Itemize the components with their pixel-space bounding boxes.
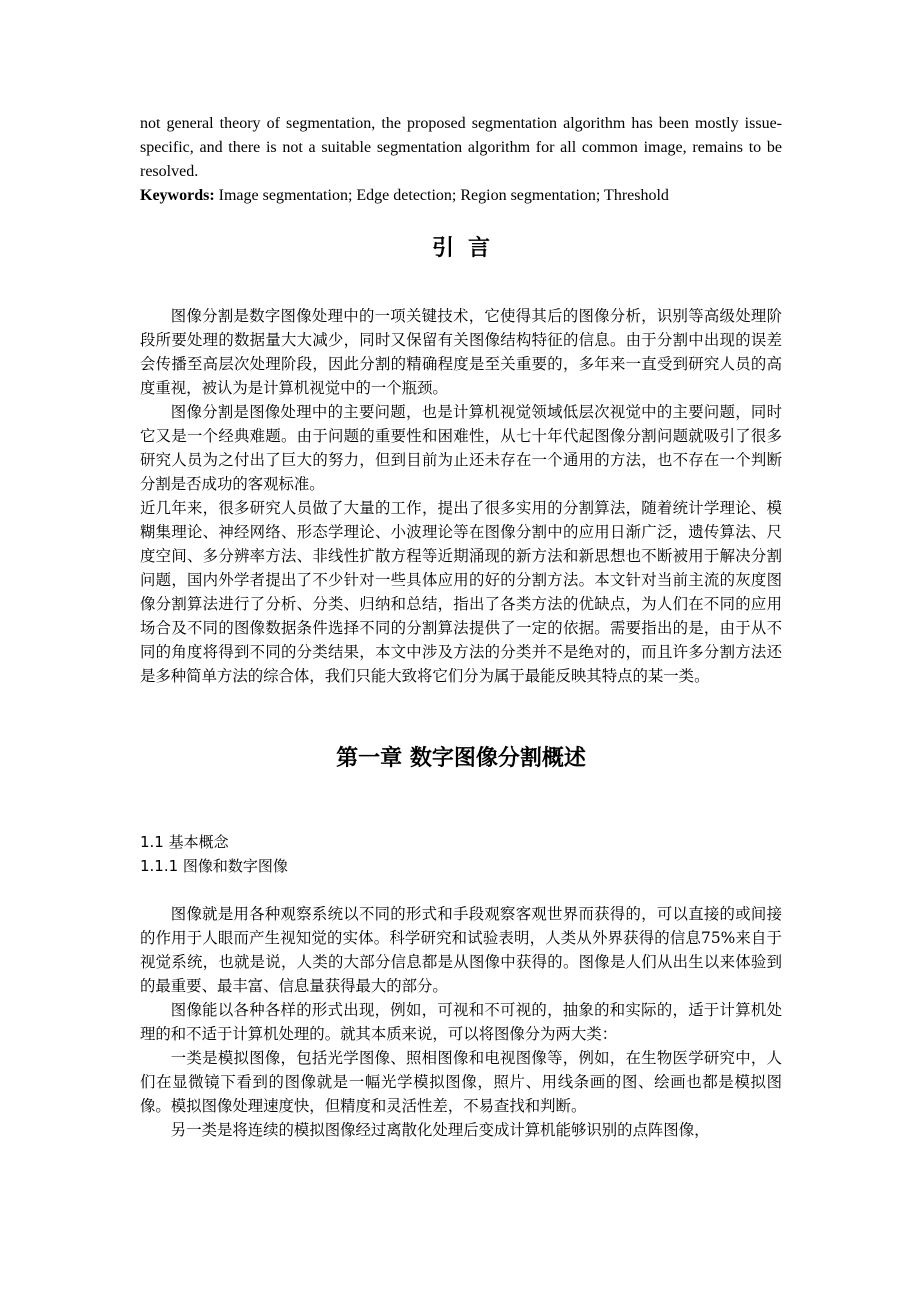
chapter-paragraph: 一类是模拟图像，包括光学图像、照相图像和电视图像等，例如，在生物医学研究中，人们在显微镜下看到的图像就是一幅光学模拟图像，照片、用线条画的图、绘画也都是模拟图像。模拟图像处理速度快，但精度和灵活性差，不易查找和判断。 <box>140 1049 782 1115</box>
abstract-tail-text: not general theory of segmentation, the proposed segmentation algorithm has been mostly issue-specific, and there is not a suitable segmentation algorithm for all common image, remains to be resolved. <box>140 115 782 180</box>
chapter-title: 第一章 数字图像分割概述 <box>336 746 586 771</box>
chapter-paragraph: 另一类是将连续的模拟图像经过离散化处理后变成计算机能够识别的点阵图像， <box>170 1121 710 1139</box>
intro-paragraph: 近几年来，很多研究人员做了大量的工作，提出了很多实用的分割算法，随着统计学理论、模糊集理论、神经网络、形态学理论、小波理论等在图像分割中的应用日渐广泛，遗传算法、尺度空间、多分辨率方法、非线性扩散方程等近期涌现的新方法和新思想也不断被用于解决分割问题，国内外学者提出了不少针对一些具体应用的好的分割方法。本文针对当前主流的灰度图像分割算法进行了分析、分类、归纳和总结，指出了各类方法的优缺点，为人们在不同的应用场合及不同的图像数据条件选择不同的分割算法提供了一定的依据。需要指出的是，由于从不同的角度将得到不同的分类结果，本文中涉及方法的分类并不是绝对的，而且许多分割方法还是多种简单方法的综合体，我们只能大致将它们分为属于最能反映其特点的某一类。 <box>140 499 782 685</box>
keywords-line <box>140 184 782 208</box>
chapter-paragraph: 图像能以各种各样的形式出现，例如，可视和不可视的，抽象的和实际的，适于计算机处理的和不适于计算机处理的。就其本质来说，可以将图像分为两大类： <box>140 1001 782 1043</box>
keywords-text: Image segmentation; Edge detection; Region segmentation; Threshold <box>214 187 669 204</box>
section-heading: 1.1 基本概念 <box>140 833 229 851</box>
chapter-body <box>140 902 782 1142</box>
keywords-label: Keywords: <box>140 187 215 204</box>
subsection-heading: 1.1.1 图像和数字图像 <box>140 857 288 875</box>
intro-paragraph: 图像分割是数字图像处理中的一项关键技术，它使得其后的图像分析，识别等高级处理阶段所要处理的数据量大大减少，同时又保留有关图像结构特征的信息。由于分割中出现的误差会传播至高层次处理阶段，因此分割的精确程度是至关重要的，多年来一直受到研究人员的高度重视，被认为是计算机视觉中的一个瓶颈。 <box>140 307 782 397</box>
intro-body <box>140 304 782 688</box>
intro-paragraph: 图像分割是图像处理中的主要问题，也是计算机视觉领域低层次视觉中的主要问题，同时它又是一个经典难题。由于问题的重要性和困难性，从七十年代起图像分割问题就吸引了很多研究人员为之付出了巨大的努力，但到目前为止还未存在一个通用的方法，也不存在一个判断分割是否成功的客观标准。 <box>140 403 782 493</box>
document-page <box>140 112 782 1142</box>
intro-title: 引言 <box>431 236 504 261</box>
chapter-paragraph: 图像就是用各种观察系统以不同的形式和手段观察客观世界而获得的，可以直接的或间接的作用于人眼而产生视知觉的实体。科学研究和试验表明，人类从外界获得的信息75%来自于视觉系统，也就是说，人类的大部分信息都是从图像中获得的。图像是人们从出生以来体验到的最重要、最丰富、信息量获得最大的部分。 <box>140 905 782 995</box>
